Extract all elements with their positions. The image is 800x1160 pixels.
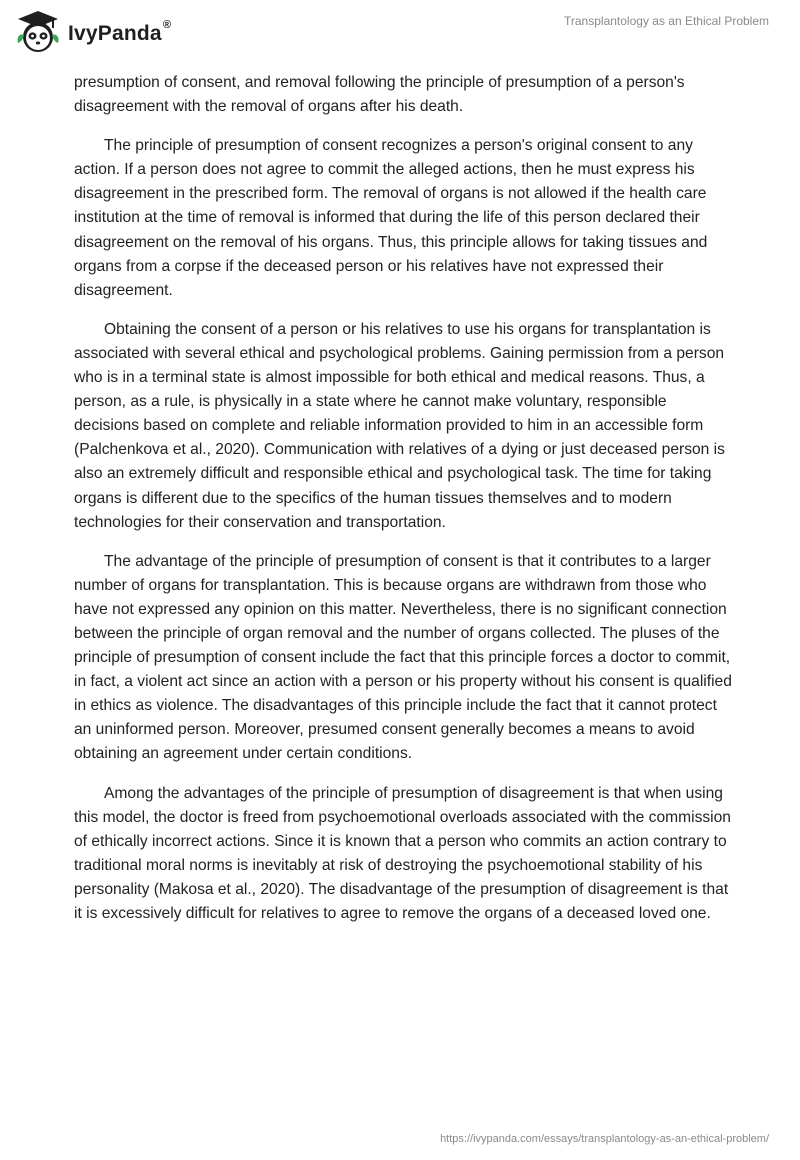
source-url[interactable]: https://ivypanda.com/essays/transplantology-as-an-ethical-problem/ xyxy=(440,1133,769,1145)
brand-logo[interactable] xyxy=(14,9,171,55)
paragraph: presumption of consent, and removal following the principle of presumption of a person's disagreement with the removal of organs after his death. xyxy=(74,74,685,116)
paragraph: The advantage of the principle of presumption of consent is that it contributes to a larger number of organs for transplantation. This is because organs are withdrawn from those who have not expressed any opinion on this matter. Nevertheless, there is no significant connection between the principle of organ removal and the number of organs collected. The pluses of the principle of presumption of consent include the fact that this principle forces a doctor to commit, in fact, a violent act since an action with a person or his property without his consent is qualified in ethics as violence. The disadvantages of this principle include the fact that it cannot protect an uninformed person. Moreover, presumed consent generally becomes a means to avoid obtaining an agreement under certain conditions. xyxy=(74,552,732,763)
paragraph: Among the advantages of the principle of presumption of disagreement is that when using this model, the doctor is freed from psychoemotional overloads associated with the commission of ethically incorrect actions. Since it is known that a person who commits an action contrary to traditional moral norms is inevitably at risk of destroying the psychoemotional stability of his personality (Makosa et al., 2020). The disadvantage of the presumption of disagreement is that it is excessively difficult for relatives to agree to remove the organs of a deceased loved one. xyxy=(74,784,731,922)
page-header xyxy=(0,0,800,70)
panda-graduate-logo-icon xyxy=(14,9,62,55)
paragraph: The principle of presumption of consent recognizes a person's original consent to any action. If a person does not agree to commit the alleged actions, then he must express his disagreement in the prescribed form. The removal of organs is not allowed if the health care institution at the time of removal is informed that during the life of this person declared their disagreement on the removal of his organs. Thus, this principle allows for taking tissues and organs from a corpse if the deceased person or his relatives have not expressed their disagreement. xyxy=(74,137,708,299)
brand-name: IvyPanda® xyxy=(68,19,172,45)
document-title: Transplantology as an Ethical Problem xyxy=(564,14,769,28)
essay-body xyxy=(74,71,734,941)
registered-mark: ® xyxy=(162,19,172,31)
paragraph: Obtaining the consent of a person or his relatives to use his organs for transplantation is associated with several ethical and psychological problems. Gaining permission from a person who is in a terminal state is almost impossible for both ethical and medical reasons. Thus, a person, as a rule, is physically in a state where he cannot make voluntary, responsible decisions based on complete and reliable information provided to him in an accessible form (Palchenkova et al., 2020). Communication with relatives of a dying or just deceased person is also an extremely difficult and responsible ethical and psychological task. The time for taking organs is different due to the specifics of the human tissues themselves and to modern technologies for their conservation and transportation. xyxy=(74,320,725,531)
